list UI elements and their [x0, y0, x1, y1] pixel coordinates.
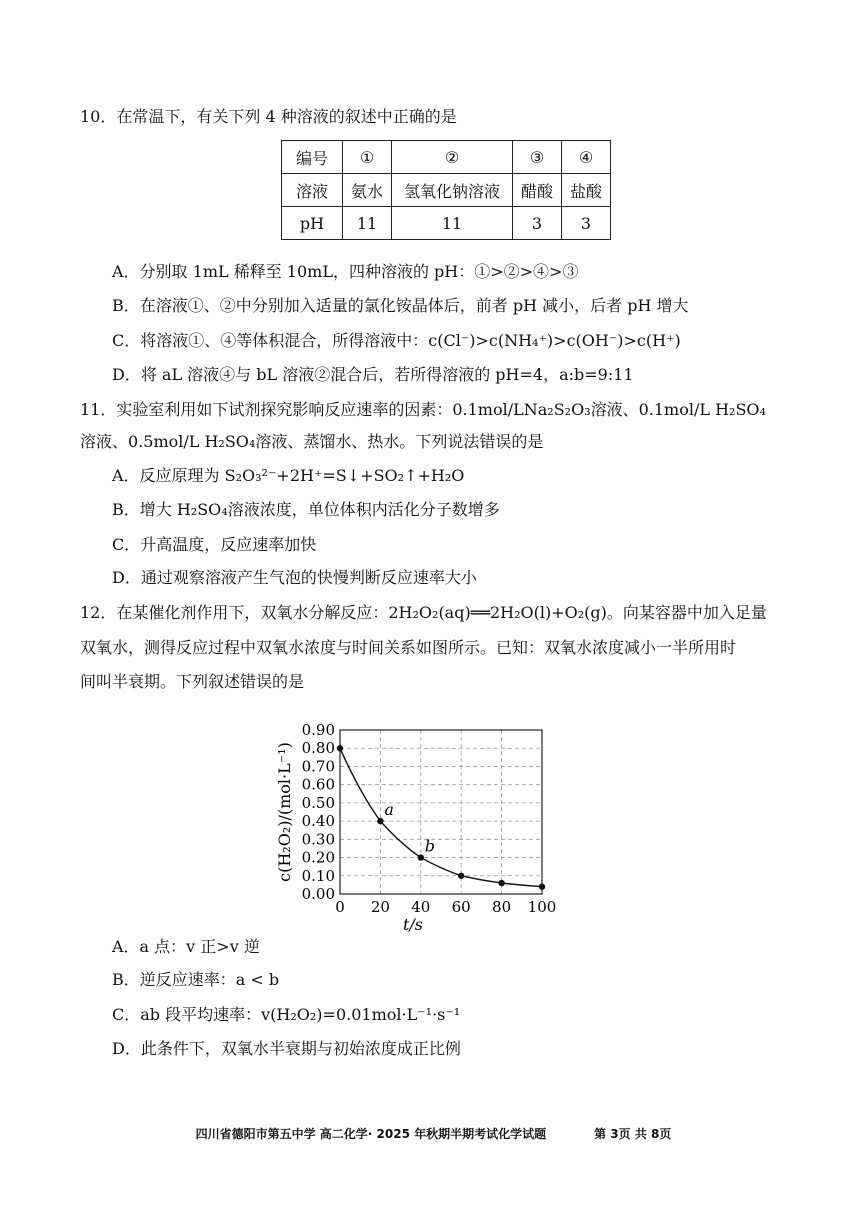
data-point	[418, 854, 424, 860]
y-tick-label: 0.20	[301, 848, 335, 867]
data-point	[377, 818, 383, 824]
q12-stem-line2: 双氧水，测得反应过程中双氧水浓度与时间关系如图所示。已知：双氧水浓度减小一半所用时	[80, 638, 737, 657]
y-tick-label: 0.10	[301, 866, 335, 885]
q10-stem: 10．在常温下，有关下列 4 种溶液的叙述中正确的是	[80, 107, 457, 126]
table-cell: 氢氧化钠溶液	[392, 174, 513, 207]
q11-stem-line2: 溶液、0.5mol/L H₂SO₄溶液、蒸馏水、热水。下列说法错误的是	[80, 432, 544, 451]
x-tick-label: 40	[411, 898, 431, 916]
solution-table	[281, 140, 611, 240]
table-cell: 3	[513, 207, 562, 240]
y-axis-label: c(H₂O₂)/(mol·L⁻¹)	[275, 742, 294, 882]
q10-option-c: C．将溶液①、④等体积混合，所得溶液中：c(Cl⁻)>c(NH₄⁺)>c(OH⁻)>c(H⁺)	[112, 331, 681, 350]
plot-frame	[340, 730, 542, 894]
y-tick-label: 0.50	[301, 793, 335, 812]
y-tick-label: 0.00	[301, 885, 335, 903]
q11-option-a: A．反应原理为 S₂O₃²⁻+2H⁺=S↓+SO₂↑+H₂O	[112, 466, 465, 485]
q10-option-a: A．分别取 1mL 稀释至 10mL，四种溶液的 pH：①>②>④>③	[112, 262, 579, 281]
data-point	[458, 873, 464, 879]
series-line	[340, 748, 542, 886]
table-cell: 编号	[282, 141, 343, 174]
q12-option-a: A．a 点：v 正>v 逆	[112, 937, 260, 956]
table-cell: 氨水	[343, 174, 392, 207]
q12-option-c: C．ab 段平均速率：v(H₂O₂)=0.01mol·L⁻¹·s⁻¹	[112, 1005, 461, 1024]
table-row	[282, 207, 611, 240]
q10-option-d: D．将 aL 溶液④与 bL 溶液②混合后，若所得溶液的 pH=4，a:b=9:11	[112, 365, 634, 384]
y-tick-label: 0.80	[301, 739, 335, 758]
q11-option-b: B．增大 H₂SO₄溶液浓度，单位体积内活化分子数增多	[112, 500, 500, 519]
table-cell: ③	[513, 141, 562, 174]
point-label: b	[424, 836, 436, 856]
table-cell: 盐酸	[562, 174, 611, 207]
x-tick-label: 0	[335, 898, 345, 916]
concentration-time-chart	[270, 712, 570, 934]
y-tick-label: 0.60	[301, 775, 335, 794]
point-label: a	[384, 800, 394, 820]
table-row	[282, 174, 611, 207]
table-cell: ②	[392, 141, 513, 174]
q12-option-b: B．逆反应速率：a < b	[112, 970, 280, 989]
x-tick-label: 60	[451, 898, 471, 916]
table-cell: 11	[392, 207, 513, 240]
q11-stem-line1: 11．实验室利用如下试剂探究影响反应速率的因素：0.1mol/LNa₂S₂O₃溶液、0.1mol/L H₂SO₄	[80, 400, 766, 419]
table-row	[282, 141, 611, 174]
q12-stem-line3: 间叫半衰期。下列叙述错误的是	[80, 672, 305, 691]
table-cell: ④	[562, 141, 611, 174]
table-cell: pH	[282, 207, 343, 240]
x-tick-label: 100	[527, 898, 557, 916]
table-cell: 11	[343, 207, 392, 240]
table-cell: ①	[343, 141, 392, 174]
y-tick-label: 0.90	[301, 721, 335, 739]
x-axis-label: t/s	[402, 915, 424, 934]
q10-option-b: B．在溶液①、②中分别加入适量的氯化铵晶体后，前者 pH 减小，后者 pH 增大	[112, 296, 689, 315]
chart-grid	[340, 730, 542, 894]
x-ticks	[335, 898, 556, 916]
q11-option-d: D．通过观察溶液产生气泡的快慢判断反应速率大小	[112, 568, 477, 587]
table-cell: 溶液	[282, 174, 343, 207]
table-cell: 醋酸	[513, 174, 562, 207]
page-footer: 四川省德阳市第五中学 高二化学· 2025 年秋期半期考试化学试题 第 3页 共 8页	[195, 1127, 672, 1141]
y-tick-label: 0.30	[301, 830, 335, 849]
y-axis-label-group	[275, 742, 294, 882]
data-point	[498, 880, 504, 886]
y-ticks	[302, 721, 335, 903]
y-tick-label: 0.70	[301, 757, 335, 776]
q12-stem-line1: 12．在某催化剂作用下，双氧水分解反应：2H₂O₂(aq)══2H₂O(l)+O₂(g)。向某容器中加入足量	[80, 603, 767, 622]
data-point	[539, 884, 545, 890]
x-tick-label: 80	[492, 898, 512, 916]
q12-option-d: D．此条件下，双氧水半衰期与初始浓度成正比例	[112, 1039, 461, 1058]
data-point	[337, 745, 343, 751]
x-tick-label: 20	[370, 898, 390, 916]
q11-option-c: C．升高温度，反应速率加快	[112, 535, 317, 554]
table-cell: 3	[562, 207, 611, 240]
y-tick-label: 0.40	[301, 812, 335, 831]
